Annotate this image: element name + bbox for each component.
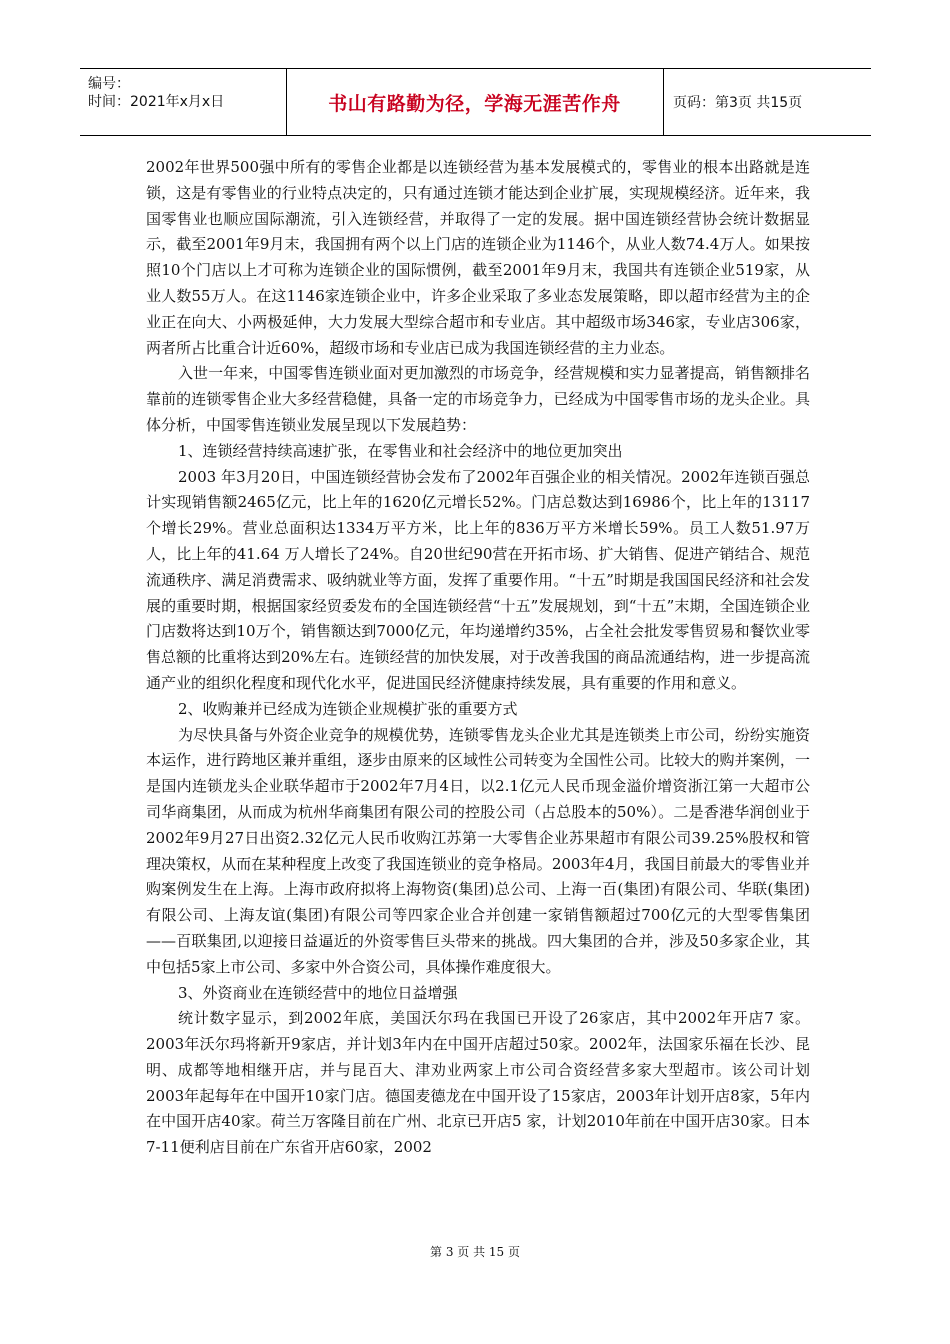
header-meta-cell: [80, 69, 287, 135]
body-paragraph: 入世一年来，中国零售连锁业面对更加激烈的市场竞争，经营规模和实力显著提高，销售额排名靠前的连锁零售企业大多经营稳健，具备一定的市场竞争力，已经成为中国零售市场的龙头企业。具体分析，中国零售连锁业发展呈现以下发展趋势：: [146, 364, 810, 434]
body-paragraph: 2003 年3月20日，中国连锁经营协会发布了2002年百强企业的相关情况。2002年连锁百强总计实现销售额2465亿元，比上年的1620亿元增长52%。门店总数达到16986个，比上年的13117个增长29%。营业总面积达1334万平方米，比上年的836万平方米增长59%。员工人数51.97万人，比上年的41.64 万人增长了24%。自20世纪90营在开拓市场、扩大销售、促进产销结合、规范流通秩序、满足消费需求、吸纳就业等方面，发挥了重要作用。“十五”时期是我国国民经济和社会发展的重要时期，根据国家经贸委发布的全国连锁经营“十五”发展规划，到“十五”末期，全国连锁企业门店数将达到10万个，销售额达到7000亿元，年均递增约35%，占全社会批发零售贸易和餐饮业零售总额的比重将达到20%左右。连锁经营的加快发展，对于改善我国的商品流通结构，进一步提高流通产业的组织化程度和现代化水平，促进国民经济健康持续发展，具有重要的作用和意义。: [146, 467, 810, 692]
page-header: [80, 68, 871, 136]
body-paragraph: 为尽快具备与外资企业竞争的规模优势，连锁零售龙头企业尤其是连锁类上市公司，纷纷实施资本运作，进行跨地区兼并重组，逐步由原来的区域性公司转变为全国性公司。比较大的购并案例，一是国内连锁龙头企业联华超市于2002年7月4日，以2.1亿元人民币现金溢价增资浙江第一大超市公司华商集团，从而成为杭州华商集团有限公司的控股公司（占总股本的50%）。二是香港华润创业于2002年9月27日出资2.32亿元人民币收购江苏第一大零售企业苏果超市有限公司39.25%股权和管理决策权，从而在某种程度上改变了我国连锁业的竞争格局。2003年4月，我国目前最大的零售业并购案例发生在上海。上海市政府拟将上海物资(集团)总公司、上海一百(集团)有限公司、华联(集团)有限公司、上海友谊(集团)有限公司等四家企业合并创建一家销售额超过700亿元的大型零售集团——百联集团,以迎接日益逼近的外资零售巨头带来的挑战。四大集团的合并，涉及50多家企业，其中包括5家上市公司、多家中外合资公司，具体操作难度很大。: [146, 725, 810, 976]
header-page-info: 页码：第3页 共15页: [673, 95, 803, 111]
document-body: [146, 155, 810, 1161]
page-footer: 第 3 页 共 15 页: [430, 1245, 520, 1259]
header-motto: 书山有路勤为径，学海无涯苦作舟: [286, 69, 664, 135]
document-number-label: 编号：: [88, 76, 130, 92]
section-heading: 2、收购兼并已经成为连锁企业规模扩张的重要方式: [178, 699, 518, 718]
body-paragraph: 统计数字显示，到2002年底，美国沃尔玛在我国已开设了26家店，其中2002年开店7 家。2003年沃尔玛将新开9家店，并计划3年内在中国开店超过50家。2002年，法国家乐福在长沙、昆明、成都等地相继开店，并与昆百大、津劝业两家上市公司合资经营多家大型超市。该公司计划2003年起每年在中国开10家门店。德国麦德龙在中国开设了15家店，2003年计划开店8家，5年内在中国开店40家。荷兰万客隆目前在广州、北京已开店5 家，计划2010年前在中国开店30家。日本7-11便利店目前在广东省开店60家，2002: [146, 1009, 810, 1157]
section-heading: 1、连锁经营持续高速扩张，在零售业和社会经济中的地位更加突出: [178, 441, 623, 460]
section-heading: 3、外资商业在连锁经营中的地位日益增强: [178, 983, 458, 1002]
body-paragraph: 2002年世界500强中所有的零售企业都是以连锁经营为基本发展模式的，零售业的根本出路就是连锁，这是有零售业的行业特点决定的，只有通过连锁才能达到企业扩展，实现规模经济。近年来，我国零售业也顺应国际潮流，引入连锁经营，并取得了一定的发展。据中国连锁经营协会统计数据显示，截至2001年9月末，我国拥有两个以上门店的连锁企业为1146个，从业人数74.4万人。如果按照10个门店以上才可称为连锁企业的国际惯例，截至2001年9月末，我国共有连锁企业519家，从业人数55万人。在这1146家连锁企业中，许多企业采取了多业态发展策略，即以超市经营为主的企业正在向大、小两极延伸，大力发展大型综合超市和专业店。其中超级市场346家，专业店306家，两者所占比重合计近60%，超级市场和专业店已成为我国连锁经营的主力业态。: [146, 158, 810, 357]
document-time-label: 时间：2021年x月x日: [88, 94, 225, 110]
